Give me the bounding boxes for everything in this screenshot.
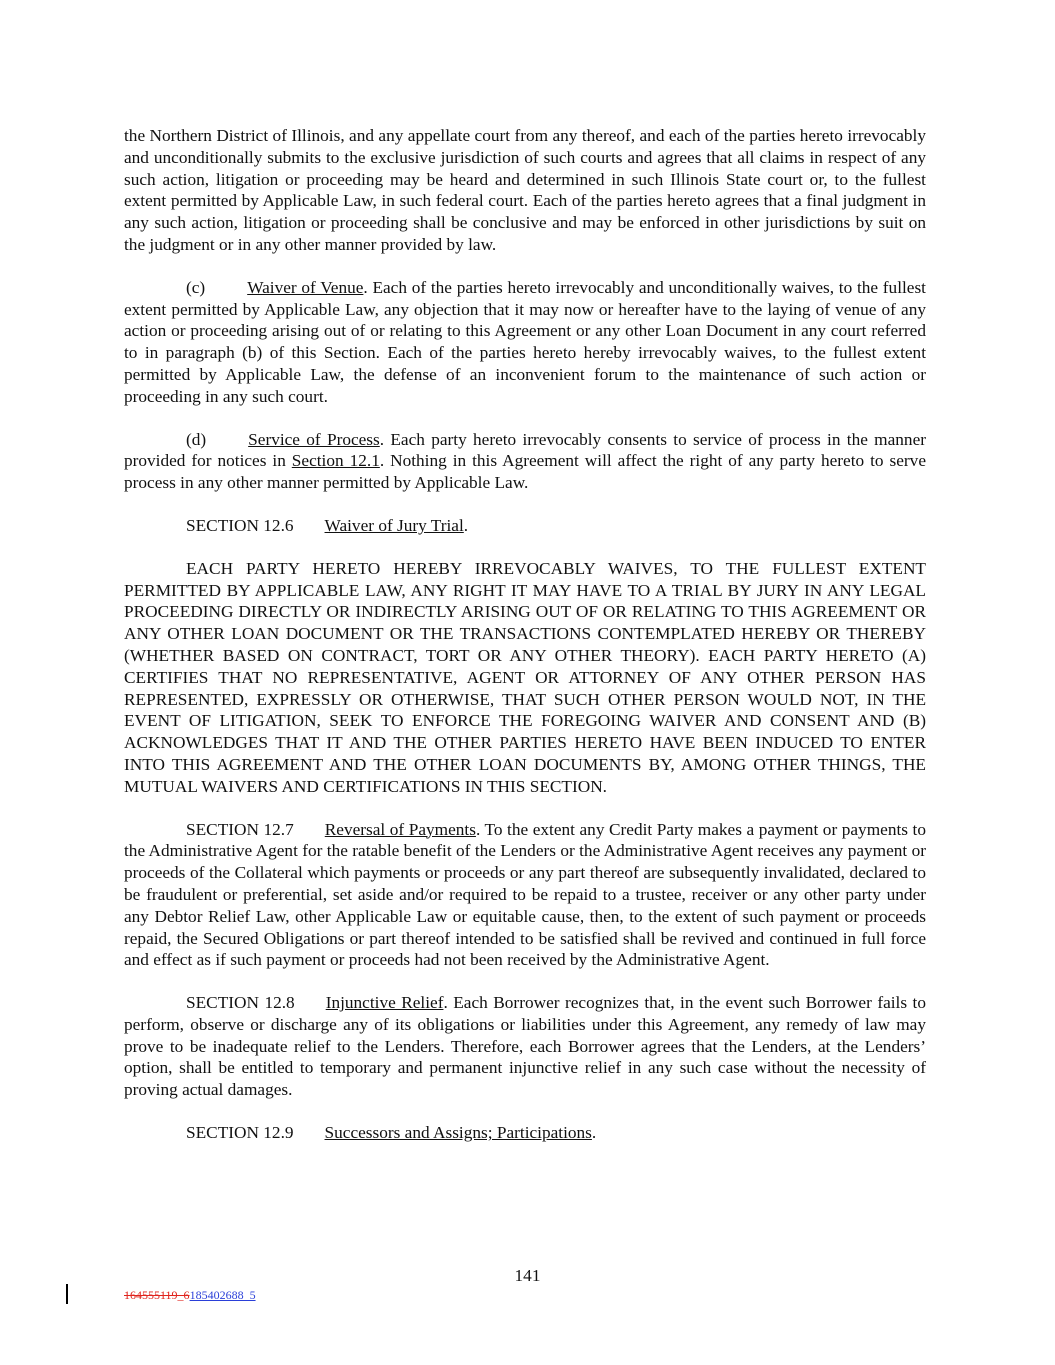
- clause-body: . Each party hereto irrevocably consents to service of process in the manner provided for notices in: [124, 429, 926, 471]
- section-title-period: .: [463, 515, 469, 535]
- paragraph-jurisdiction-continued: the Northern District of Illinois, and any appellate court from any thereof, and each of the parties hereto irrevocably and unconditionally submits to the exclusive jurisdiction of such courts and agrees that all claims in respect of any such action, litigation or proceeding may be heard and determined in such Illinois State court or, to the fullest extent permitted by Applicable Law, in such federal court. Each of the parties hereto agrees that a final judgment in any such action, litigation or proceeding shall be conclusive and may be enforced in other jurisdictions by suit on the judgment or in any other manner provided by law.: [124, 126, 926, 254]
- section-title-period: .: [591, 1123, 597, 1143]
- section-reference: Section 12.1: [291, 451, 380, 471]
- section-title: Successors and Assigns; Participations: [324, 1123, 592, 1143]
- clause-body-end: . Nothing in this Agreement will affect the right of any party hereto to serve process in any other manner permitted by Applicable Law.: [124, 451, 926, 493]
- section-label: SECTION 12.8: [186, 993, 295, 1013]
- inserted-document-id: 185402688_5: [189, 1288, 256, 1302]
- paragraph-service-of-process: [124, 429, 926, 494]
- section-title: Waiver of Jury Trial: [324, 515, 464, 535]
- revision-change-bar: [66, 1284, 68, 1304]
- section-label: SECTION 12.6: [186, 515, 294, 535]
- jury-waiver-text: EACH PARTY HERETO HEREBY IRREVOCABLY WAIVES, TO THE FULLEST EXTENT PERMITTED BY APPLICABLE LAW, ANY RIGHT IT MAY HAVE TO A TRIAL BY JURY IN ANY LEGAL PROCEEDING DIRECTLY OR INDIRECTLY ARISING OUT OF OR RELATING TO THIS AGREEMENT OR ANY OTHER LOAN DOCUMENT OR THE TRANSACTIONS CONTEMPLATED HEREBY OR THEREBY (WHETHER BASED ON CONTRACT, TORT OR ANY OTHER THEORY). EACH PARTY HERETO (A) CERTIFIES THAT NO REPRESENTATIVE, AGENT OR ATTORNEY OF ANY OTHER PERSON HAS REPRESENTED, EXPRESSLY OR OTHERWISE, THAT SUCH OTHER PERSON WOULD NOT, IN THE EVENT OF LITIGATION, SEEK TO ENFORCE THE FOREGOING WAIVER AND CONSENT AND (B) ACKNOWLEDGES THAT IT AND THE OTHER PARTIES HERETO HAVE BEEN INDUCED TO ENTER INTO THIS AGREEMENT AND THE OTHER LOAN DOCUMENTS BY, AMONG OTHER THINGS, THE MUTUAL WAIVERS AND CERTIFICATIONS IN THIS SECTION.: [124, 558, 926, 796]
- clause-body: . Each of the parties hereto irrevocably and unconditionally waives, to the fullest extent permitted by Applicable Law, any objection that it may now or hereafter have to the laying of venue of any action or proceeding arising out of or relating to this Agreement or any other Loan Document in any court referred to in paragraph (b) of this Section. Each of the parties hereto hereby irrevocably waives, to the fullest extent permitted by Applicable Law, the defense of an inconvenient forum to the maintenance of such action or proceeding in any such court.: [124, 277, 926, 406]
- deleted-document-id: 164555119_6: [124, 1288, 190, 1302]
- document-body: [124, 125, 926, 1165]
- section-title: Reversal of Payments: [324, 819, 476, 839]
- section-body: . To the extent any Credit Party makes a payment or payments to the Administrative Agent for the ratable benefit of the Lenders or the Administrative Agent receives any payment or proceeds of the Collateral which payments or proceeds or any part thereof are subsequently invalidated, declared to be fraudulent or preferential, set aside and/or required to be repaid to a trustee, receiver or any other party under any Debtor Relief Law, other Applicable Law or equitable cause, then, to the extent of such payment or proceeds repaid, the Secured Obligations or part thereof intended to be satisfied shall be revived and continued in full force and effect as if such payment or proceeds had not been received by the Administrative Agent.: [124, 819, 926, 970]
- section-label: SECTION 12.7: [186, 819, 294, 839]
- clause-title: Service of Process: [248, 429, 380, 449]
- section-label: SECTION 12.9: [186, 1123, 294, 1143]
- section-title: Injunctive Relief: [325, 993, 444, 1013]
- clause-title: Waiver of Venue: [247, 277, 364, 297]
- clause-label: (c): [186, 277, 206, 297]
- section-body: . Each Borrower recognizes that, in the event such Borrower fails to perform, observe or discharge any of its obligations or liabilities under this Agreement, any remedy of law may prove to be inadequate relief to the Lenders. Therefore, each Borrower agrees that the Lenders, at the Lenders’ option, shall be entitled to temporary and permanent injunctive relief in any such case without the necessity of proving actual damages.: [124, 993, 926, 1100]
- paragraph-section-12-7: [124, 819, 926, 972]
- page-number: 141: [514, 1266, 541, 1285]
- clause-label: (d): [186, 429, 207, 449]
- paragraph-jury-waiver: [124, 558, 926, 798]
- section-heading-12-6: [124, 515, 926, 537]
- footer-document-id: [124, 1288, 256, 1303]
- section-heading-12-9: [124, 1122, 926, 1144]
- paragraph-section-12-8: [124, 992, 926, 1101]
- paragraph-waiver-of-venue: [124, 277, 926, 408]
